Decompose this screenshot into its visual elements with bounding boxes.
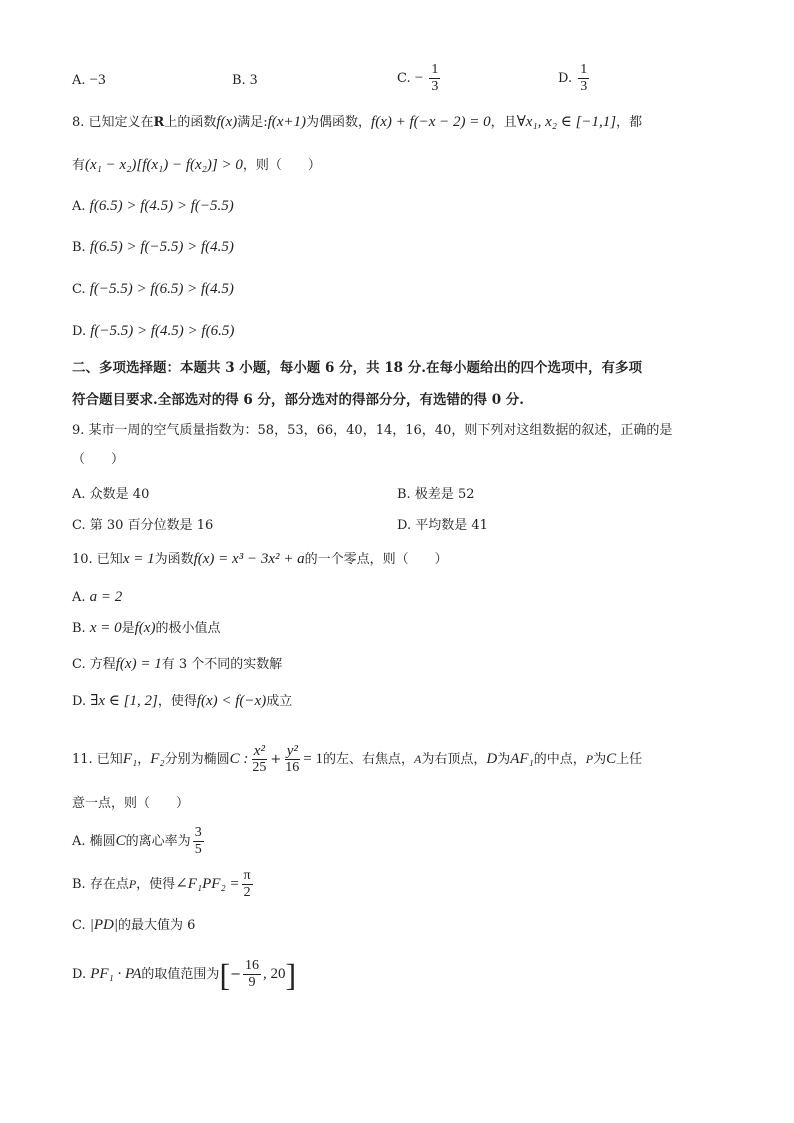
q9-option-c: C. 第 30 百分位数是 16 [72, 518, 214, 533]
q9-option-d: D. 平均数是 41 [397, 518, 488, 533]
q11-option-b: B. 存在点P，使得∠F₁PF₂ = $\frac{\pi}{2}$ [72, 868, 251, 900]
q7-option-a: A. −3 [72, 72, 106, 88]
section-header-line1: 二、多项选择题：本题共 3 小题，每小题 6 分，共 18 分.在每小题给出的四个选项中，有多项 [72, 360, 642, 376]
q8-option-a: A. f(6.5) > f(4.5) > f(−5.5) [72, 198, 234, 214]
q8-option-d: D. f(−5.5) > f(4.5) > f(6.5) [72, 323, 235, 339]
q10-option-c: C. 方程f(x) = 1有 3 个不同的实数解 [72, 656, 283, 672]
q11-stem-line2: 意一点，则（ ） [72, 796, 190, 811]
q11-option-c: C. |PD|的最大值为 6 [72, 917, 196, 933]
q10-stem: 10. 已知x = 1为函数f(x) = x³ − 3x² + a的一个零点，则（ ） [72, 551, 448, 567]
fraction: $\frac{\text{x²}}{25}$ [252, 743, 267, 775]
fraction: $\frac{3}{5}$ [194, 825, 202, 857]
q11-option-d: D. PF₁ · PA的取值范围为[− $\frac{16}{9}$ , 20] [72, 956, 297, 993]
q8-stem-line1: 8. 已知定义在R上的函数f(x)满足:f(x+1)为偶函数，f(x) + f(−x − 2) = 0，且∀x₁, x₂ ∈ [−1,1]，都 [72, 114, 643, 130]
q11-option-a: A. 椭圆C的离心率为 $\frac{3}{5}$ [72, 825, 202, 857]
q8-stem-line2: 有(x₁ − x₂)[f(x₁) − f(x₂)] > 0，则（ ） [72, 157, 321, 173]
q9-option-a: A. 众数是 40 [72, 487, 150, 502]
q9-paren: （ ） [72, 452, 125, 467]
q9-stem: 9. 某市一周的空气质量指数为：58，53，66，40，14，16，40，则下列对这组数据的叙述，正确的是 [72, 423, 673, 438]
fraction: $\frac{\text{y²}}{16}$ [285, 743, 300, 775]
fraction: $\frac{16}{9}$ [245, 958, 259, 990]
q11-stem-line1: 11. 已知F₁，F₂分别为椭圆C : $\frac{\text{x²}}{25}$ + $\frac{\text{y²}}{16}$ = 1的左、右焦点，A为右顶点，D为AF₁的中点，P为C上任 [72, 743, 643, 775]
q8-option-b: B. f(6.5) > f(−5.5) > f(4.5) [72, 239, 234, 255]
q7-option-b: B. 3 [232, 72, 258, 88]
q7-option-d: D. $\frac{1}{3}$ [558, 62, 588, 94]
q10-option-d: D. ∃x ∈ [1, 2]，使得f(x) < f(−x)成立 [72, 693, 293, 709]
q7-option-c: C. − $\frac{1}{3}$ [397, 62, 439, 94]
q10-option-b: B. x = 0是f(x)的极小值点 [72, 620, 221, 636]
q9-option-b: B. 极差是 52 [397, 487, 475, 502]
fraction: $\frac{1}{3}$ [431, 62, 439, 94]
fraction: $\frac{1}{3}$ [580, 62, 588, 94]
fraction: $\frac{\pi}{2}$ [243, 868, 251, 900]
q10-option-a: A. a = 2 [72, 589, 123, 605]
q8-option-c: C. f(−5.5) > f(6.5) > f(4.5) [72, 281, 234, 297]
section-header-line2: 符合题目要求.全部选对的得 6 分，部分选对的得部分分，有选错的得 0 分. [72, 392, 524, 408]
